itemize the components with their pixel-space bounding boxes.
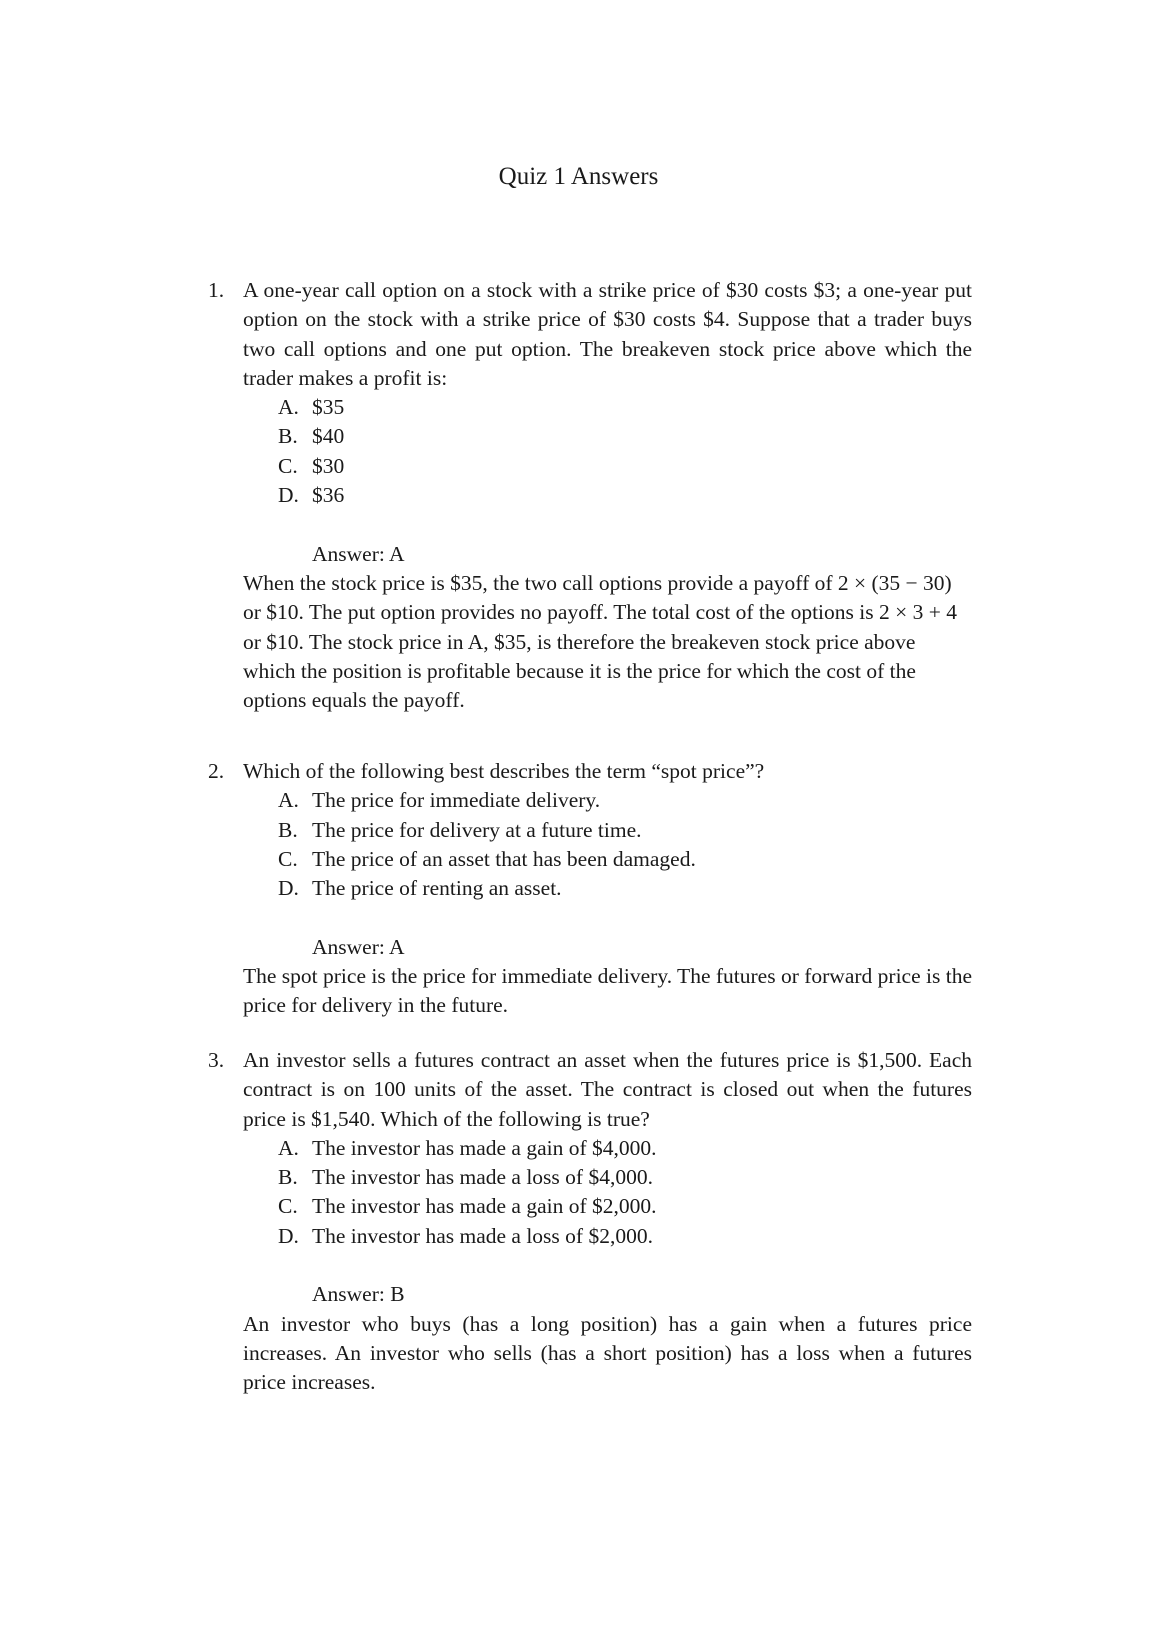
answer-label: Answer: A	[312, 541, 405, 566]
question-body	[243, 1046, 972, 1398]
option-letter: D.	[278, 1223, 299, 1248]
option-letter: B.	[278, 424, 298, 449]
option-letter: C.	[278, 453, 298, 478]
option-a	[243, 786, 972, 815]
option-list	[243, 393, 972, 510]
option-letter: B.	[278, 1165, 298, 1190]
option-text: $35	[312, 395, 345, 420]
option-letter: B.	[278, 817, 298, 842]
question-text: Which of the following best describes the term “spot price”?	[243, 759, 765, 783]
option-text: The investor has made a loss of $2,000.	[312, 1223, 653, 1248]
option-b	[243, 1163, 972, 1192]
option-letter: A.	[278, 788, 299, 813]
option-b	[243, 422, 972, 451]
option-list	[243, 786, 972, 903]
question-3	[208, 1046, 972, 1398]
option-text: $30	[312, 453, 345, 478]
question-body	[243, 757, 972, 1021]
question-number: 2.	[208, 759, 225, 783]
option-text: $40	[312, 424, 345, 449]
answer-label: Answer: A	[312, 934, 405, 959]
page-title: Quiz 1 Answers	[498, 163, 659, 190]
option-text: The price for delivery at a future time.	[312, 817, 642, 842]
question-number: 1.	[208, 278, 225, 302]
option-text: The investor has made a gain of $4,000.	[312, 1135, 657, 1160]
question-body	[243, 276, 972, 715]
option-c	[243, 452, 972, 481]
option-letter: D.	[278, 876, 299, 901]
option-b	[243, 816, 972, 845]
option-c	[243, 1192, 972, 1221]
option-text: The investor has made a loss of $4,000.	[312, 1165, 653, 1190]
option-text: The price of renting an asset.	[312, 876, 562, 901]
option-letter: C.	[278, 1194, 298, 1219]
option-text: The investor has made a gain of $2,000.	[312, 1194, 657, 1219]
option-d	[243, 874, 972, 903]
answer-explanation: The spot price is the price for immediate delivery. The futures or forward price is the price for delivery in the future.	[243, 964, 972, 1018]
option-letter: C.	[278, 846, 298, 871]
option-text: $36	[312, 483, 345, 508]
option-d	[243, 481, 972, 510]
option-letter: D.	[278, 483, 299, 508]
option-a	[243, 393, 972, 422]
question-1	[208, 276, 972, 715]
answer-label: Answer: B	[312, 1282, 405, 1307]
option-letter: A.	[278, 395, 299, 420]
question-text: A one-year call option on a stock with a strike price of $30 costs $3; a one-year put option on the stock with a strike price of $30 costs $4. Suppose that a trader buys two call options and one put option. The breakeven stock price above which the trader makes a profit is:	[243, 278, 972, 390]
question-number: 3.	[208, 1048, 225, 1072]
answer-explanation: When the stock price is $35, the two call options provide a payoff of 2 × (35 − 30) or $10. The put option provides no payoff. The total cost of the options is 2 × 3 + 4 or $10. The stock price in A, $35, is therefore the breakeven stock price above which the position is profitable because it is the price for which the cost of the options equals the payoff.	[243, 570, 957, 713]
option-text: The price for immediate delivery.	[312, 788, 601, 813]
option-text: The price of an asset that has been damaged.	[312, 846, 696, 871]
answer-explanation: An investor who buys (has a long position) has a gain when a futures price increases. An investor who sells (has a short position) has a loss when a futures price increases.	[243, 1311, 972, 1395]
option-a	[243, 1134, 972, 1163]
question-2	[208, 757, 972, 1021]
option-list	[243, 1134, 972, 1251]
option-c	[243, 845, 972, 874]
option-d	[243, 1222, 972, 1251]
option-letter: A.	[278, 1135, 299, 1160]
question-text: An investor sells a futures contract an asset when the futures price is $1,500. Each contract is on 100 units of the asset. The contract is closed out when the futures price is $1,540. Which of the following is true?	[243, 1048, 972, 1131]
